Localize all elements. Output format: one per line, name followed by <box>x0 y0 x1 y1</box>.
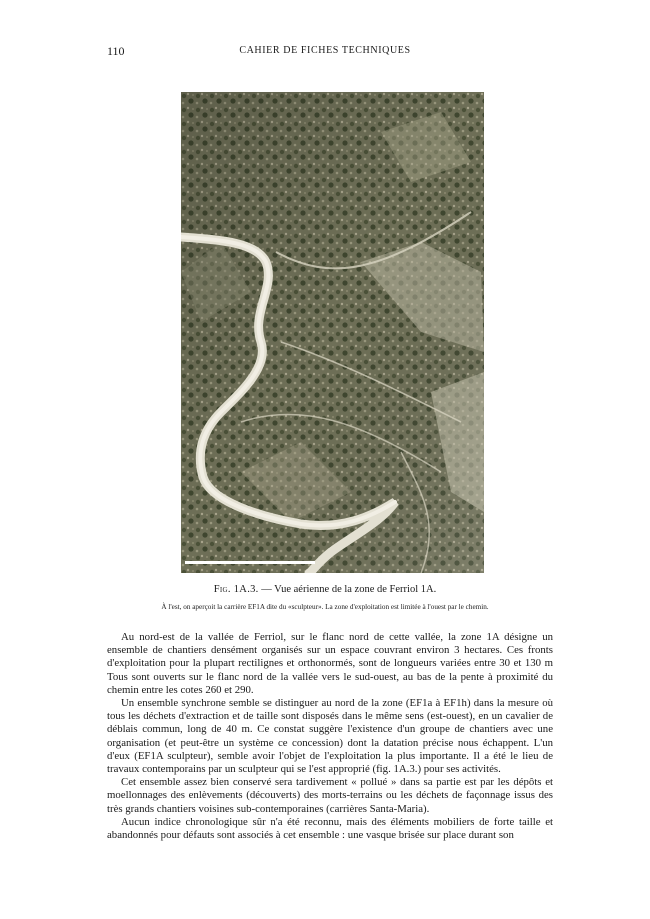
paragraph: Aucun indice chronologique sûr n'a été reconnu, mais des éléments mobiliers de forte taille et abandonnés pour défauts sont associés à cet ensemble : une vasque brisée sur place durant son <box>107 815 553 842</box>
page-number: 110 <box>107 44 125 58</box>
paragraph: Cet ensemble assez bien conservé sera tardivement « pollué » dans sa partie est par les dépôts et moellonnages des enlèvements (découverts) des morts-terrains ou les déchets de façonnage issus des très grands chantiers voisines sub-contemporaines (carrières Santa-Maria). <box>107 776 553 815</box>
paragraph: Au nord-est de la vallée de Ferriol, sur le flanc nord de cette vallée, la zone 1A désigne un ensemble de chantiers densément organisés sur un espace couvrant environ 3 hectares. Ces fronts d'exploitation pour la plupart rectilignes et orthonormés, sont de longueurs variées entre 30 et 130 m Tous sont ouverts sur le flanc nord de la vallée vers le sud-ouest, au bas de la pente à proximité du chemin entre les cotes 260 et 290. <box>107 631 553 696</box>
running-title: CAHIER DE FICHES TECHNIQUES <box>239 45 411 56</box>
figure-caption <box>0 584 650 595</box>
figure-note: À l'est, on aperçoit la carrière EF1A dite du «sculpteur». La zone d'exploitation est limitée à l'ouest par le chemin. <box>161 603 489 611</box>
paragraph: Un ensemble synchrone semble se distinguer au nord de la zone (EF1a à EF1h) dans la mesure où tous les déchets d'extraction et de taille sont disposés dans le même sens (est-ouest), en un cavalier de déblais commun, long de 40 m. Ce constat suggère l'existence d'un groupe de chantiers avec une organisation (et peut-être un système ce concession) dont la datation précise nous échappent. L'un d'eux (EF1A sculpteur), semble avoir l'objet de l'exploitation la plus importante. Il a été le lieu de travaux contemporains par un sculpteur qui se l'est approprié (fig. 1A.3.) pour ses activités. <box>107 697 553 776</box>
aerial-photo <box>181 92 484 573</box>
figure-title: — Vue aérienne de la zone de Ferriol 1A. <box>261 584 437 595</box>
figure-label: Fig. 1A.3. <box>213 584 259 595</box>
body-text <box>107 631 553 842</box>
